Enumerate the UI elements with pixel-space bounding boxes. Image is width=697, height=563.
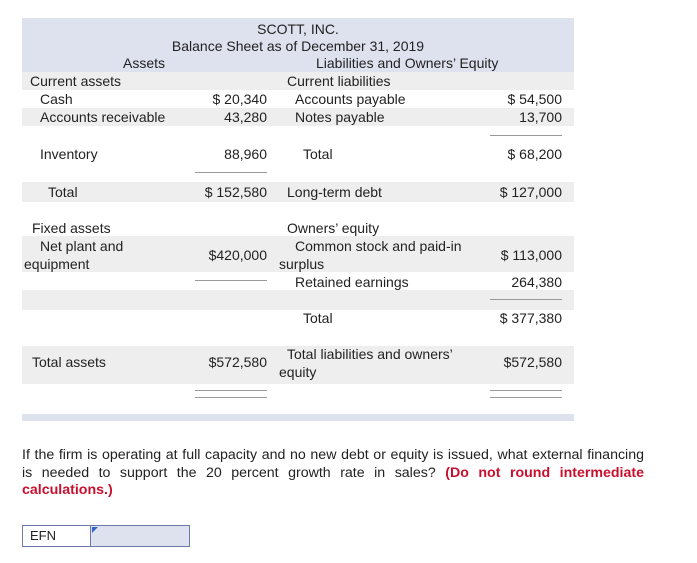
total-current-liabilities-label: Total — [303, 146, 333, 162]
double-rule — [195, 397, 267, 398]
long-term-debt-value: $ 127,000 — [499, 184, 562, 200]
subtotal-rule — [195, 280, 267, 281]
common-stock-value: $ 113,000 — [500, 247, 562, 263]
double-rule — [195, 390, 267, 391]
accounts-payable-label: Accounts payable — [295, 91, 406, 107]
efn-answer-row — [22, 525, 190, 547]
total-liabilities-equity-value: $572,580 — [503, 354, 562, 370]
total-equity-value: $ 377,380 — [499, 310, 562, 326]
cash-value: $ 20,340 — [212, 91, 267, 107]
net-plant-label-cont: equipment — [24, 256, 90, 272]
row-band — [22, 290, 574, 310]
subtotal-rule — [195, 172, 267, 173]
question-text — [22, 447, 644, 500]
subtotal-rule — [490, 299, 562, 300]
current-assets-label: Current assets — [30, 73, 122, 89]
retained-earnings-value: 264,380 — [511, 274, 562, 290]
fixed-assets-label: Fixed assets — [32, 220, 111, 236]
total-current-assets-label: Total — [48, 184, 78, 200]
accounts-payable-value: $ 54,500 — [507, 91, 562, 107]
total-current-liabilities-value: $ 68,200 — [507, 146, 562, 162]
sheet-title: Balance Sheet as of December 31, 2019 — [171, 38, 425, 54]
question-emphasis: (Do not round intermediate calculations.) — [22, 464, 644, 499]
net-plant-value: $420,000 — [208, 247, 267, 263]
subtotal-rule — [490, 135, 562, 136]
common-stock-label: Common stock and paid-in — [295, 238, 462, 254]
inventory-label: Inventory — [40, 146, 98, 162]
double-rule — [490, 390, 562, 391]
total-current-assets-value: $ 152,580 — [204, 184, 267, 200]
accounts-receivable-label: Accounts receivable — [40, 109, 166, 125]
common-stock-label-cont: surplus — [279, 256, 325, 272]
total-equity-label: Total — [303, 310, 333, 326]
assets-heading: Assets — [123, 55, 166, 71]
total-assets-label: Total assets — [32, 354, 106, 370]
retained-earnings-label: Retained earnings — [295, 274, 409, 290]
notes-payable-label: Notes payable — [295, 109, 385, 125]
field-marker-icon — [92, 527, 98, 533]
table-bottom-bar — [22, 414, 574, 421]
company-name: SCOTT, INC. — [257, 21, 339, 37]
long-term-debt-label: Long-term debt — [287, 184, 382, 200]
efn-label: EFN — [23, 526, 91, 546]
net-plant-label: Net plant and — [40, 238, 124, 254]
notes-payable-value: 13,700 — [519, 109, 562, 125]
inventory-value: 88,960 — [224, 146, 267, 162]
question-body: If the firm is operating at full capacity and no new debt or equity is issued, what external financing is needed to support the 20 percent growth rate in sales? — [22, 447, 644, 481]
accounts-receivable-value: 43,280 — [224, 109, 267, 125]
owners-equity-label: Owners’ equity — [287, 220, 380, 236]
total-liabilities-equity-label-cont: equity — [279, 364, 317, 380]
double-rule — [490, 397, 562, 398]
cash-label: Cash — [40, 91, 73, 107]
total-assets-value: $572,580 — [208, 354, 267, 370]
efn-input[interactable] — [91, 526, 189, 546]
liabilities-heading: Liabilities and Owners’ Equity — [316, 55, 499, 71]
total-liabilities-equity-label: Total liabilities and owners’ — [287, 346, 453, 362]
current-liabilities-label: Current liabilities — [287, 73, 391, 89]
